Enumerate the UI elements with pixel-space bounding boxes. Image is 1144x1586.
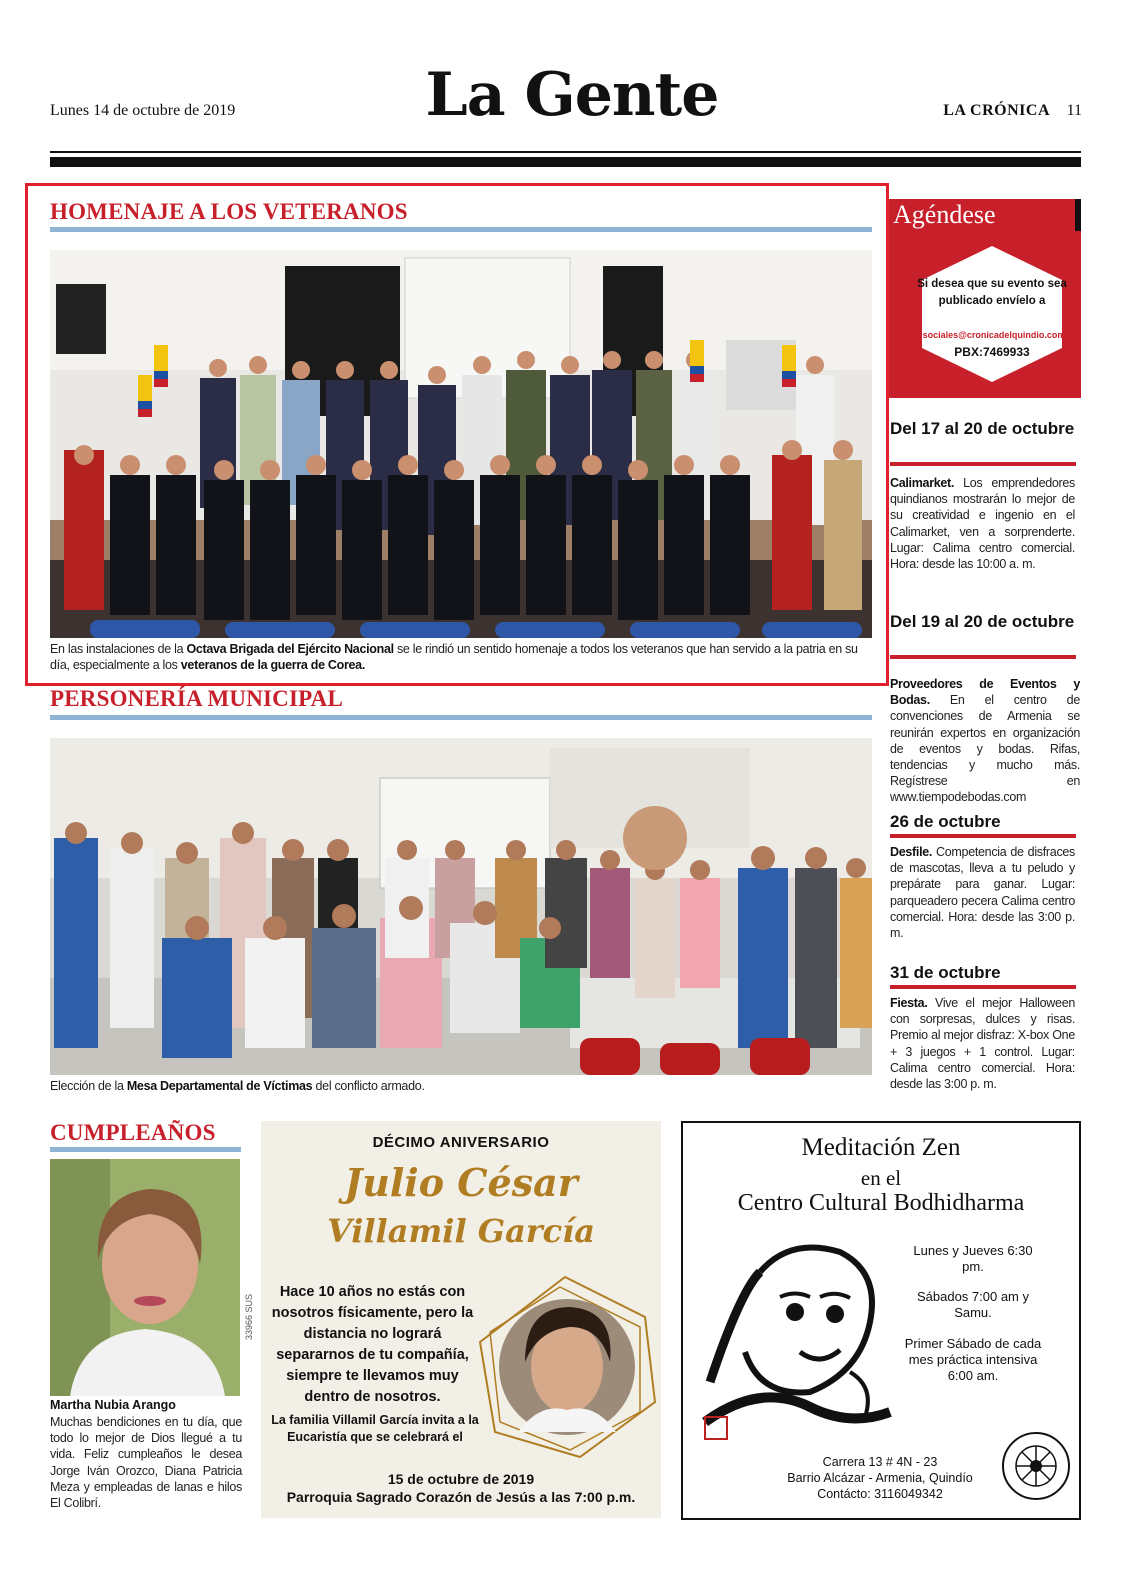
anniversary-portrait-image [470,1272,660,1462]
event-rule [890,834,1076,838]
personeria-caption [50,1078,874,1094]
zen-line3: Centro Cultural Bodhidharma [737,1190,1025,1216]
veteranos-caption-part1: En las instalaciones de la [50,642,187,656]
header-rule-thin [50,151,1081,153]
event-date: 31 de octubre [890,963,1001,982]
event-description: Competencia de disfraces de mascotas, lleva a tu peludo y prepárate para ganar. Lugar: parqueadero pecera Calima centro comercial. Hora: desde las 3:00 p. m. [890,845,1075,941]
event-text [890,995,1075,1092]
personeria-photo-image [50,738,872,1075]
anniversary-portrait [470,1272,660,1462]
veteranos-caption-bold2: veteranos de la guerra de Corea. [180,658,366,672]
birthday-name: Martha Nubia Arango [50,1398,176,1412]
anniversary-name-line1: Julio César [344,1160,578,1205]
birthday-photo-image [50,1159,240,1396]
zen-ink-drawing [700,1232,910,1447]
agenda-info-text: Si desea que su evento sea publicado envíelo a [917,278,1067,307]
section-masthead: La Gente [425,60,719,130]
zen-address [760,1454,1000,1502]
publication-label: LA CRÓNICA [943,102,1050,119]
anniversary-name-line2: Villamil García [326,1212,596,1250]
veteranos-title: HOMENAJE A LOS VETERANOS [50,199,408,224]
zen-schedule-2: Sábados 7:00 am y Samu. [916,1289,1030,1320]
event-rule [890,655,1076,659]
issue-date: Lunes 14 de octubre de 2019 [50,102,236,119]
zen-seal [1000,1430,1072,1502]
cumpleanos-title: CUMPLEAÑOS [50,1120,216,1145]
event-name: Proveedores de Eventos y Bodas. [890,677,1080,708]
anniversary-date: 15 de octubre de 2019 [387,1471,535,1487]
event-text [890,676,1080,806]
personeria-caption-post: del conflicto armado. [312,1079,425,1093]
event-text [890,475,1075,572]
event-date: Del 17 al 20 de octubre [890,419,1075,438]
personeria-photo [50,738,872,1075]
personeria-caption-bold: Mesa Departamental de Víctimas [126,1079,313,1093]
anniversary-place: Parroquia Sagrado Corazón de Jesús a las 7:00 p.m. [286,1489,636,1505]
anniversary-message: Hace 10 años no estás con nosotros físicamente, pero la distancia no logrará separarnos de tu compañía, siempre te llevamos muy dentro de nosotros. [271,1284,474,1405]
agenda-email[interactable]: sociales@cronicadelquindio.com [922,330,1066,340]
header-rule-thick [50,157,1081,167]
zen-line2: en el [860,1166,902,1190]
zen-address-line1: Carrera 13 # 4N - 23 [822,1455,938,1469]
event-name: Desfile. [890,845,933,859]
anniversary-family: La familia Villamil García invita a la Eucaristía que se celebrará el [271,1413,479,1444]
veteranos-caption-bold1: Octava Brigada del Ejército Nacional [186,642,394,656]
birthday-code: 33966 SUS [244,1293,254,1340]
zen-title: Meditación Zen [801,1134,961,1161]
personeria-title: PERSONERÍA MUNICIPAL [50,686,344,711]
zen-schedule-1: Lunes y Jueves 6:30 pm. [913,1243,1033,1274]
bodhidharma-ink-icon [700,1232,910,1447]
event-description: Vive el mejor Halloween con sorpresas, dulces y risas. Premio al mejor disfraz: X-box One + 3 juegos + 1 control. Lugar: Calima centro comercial. Hora: desde las 3:00 p. m. [890,996,1075,1092]
event-date: Del 19 al 20 de octubre [890,612,1075,631]
birthday-text: Muchas bendiciones en tu día, que todo lo mejor de Dios llegué a tu vida. Feliz cumpleaños le desea Jorge Iván Orozco, Diana Patricia Meza y empleadas de lanas e hilos El Colibrí. [50,1415,242,1511]
anniversary-heading: DÉCIMO ANIVERSARIO [372,1134,550,1151]
event-rule [890,462,1076,466]
zen-address-line2: Barrio Alcázar - Armenia, Quindío [787,1471,973,1485]
zen-seal-icon [1000,1430,1072,1502]
event-date: 26 de octubre [890,812,1001,831]
cumpleanos-title-bar [50,1147,241,1152]
highlight-box [25,183,889,686]
anniversary-date-block [261,1470,661,1506]
personeria-caption-pre: Elección de la [50,1079,127,1093]
event-rule [890,985,1076,989]
publication-name [943,102,1050,120]
page-number: 11 [1066,102,1082,119]
veteranos-caption-part2: se le rindió un sentido homenaje a todos los veteranos que han servido a la patria en su día, especialmente a los [50,642,858,672]
birthday-photo [50,1159,240,1396]
event-description: En el centro de convenciones de Armenia se reunirán expertos en organización de eventos y bodas. Rifas, tendencias y mucho más. Regístrese en www.tiempodebodas.com [890,693,1080,805]
event-description: Los emprendedores quindianos mostrarán lo mejor de su creatividad e ingenio en el Calimarket, ven a sorprenderte. Lugar: Calima centro comercial. Hora: desde las 10:00 a. m. [890,476,1075,572]
event-name: Fiesta. [890,996,928,1010]
event-text [890,844,1075,941]
zen-contact: Contácto: 3116049342 [817,1487,943,1501]
agenda-phone: PBX:7469933 [954,345,1030,359]
agenda-title: Agéndese [889,199,1081,231]
personeria-title-bar [50,715,872,720]
event-name: Calimarket. [890,476,955,490]
zen-schedule-3: Primer Sábado de cada mes práctica intensiva 6:00 am. [904,1336,1042,1383]
